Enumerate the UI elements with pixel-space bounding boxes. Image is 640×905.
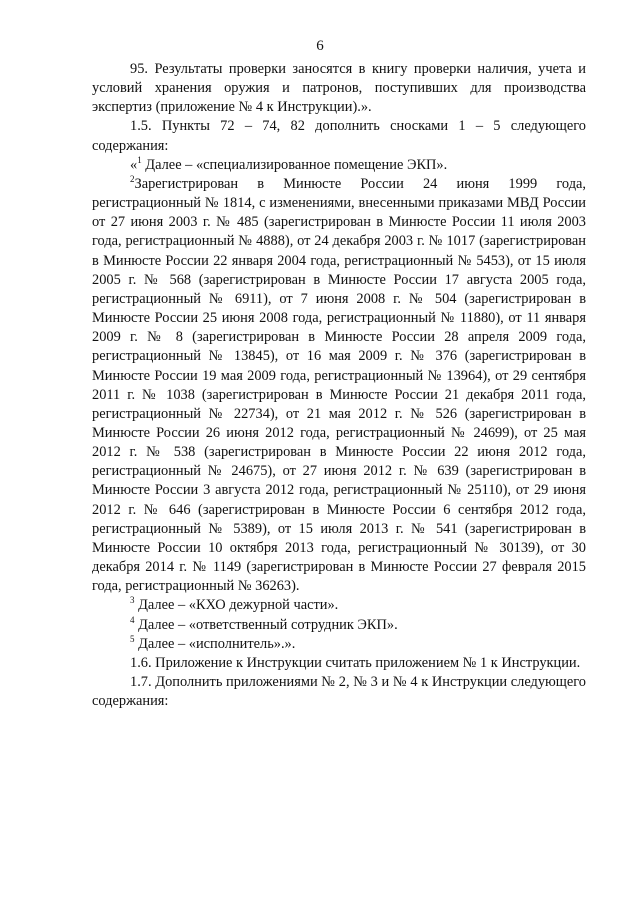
footnote-3 — [92, 596, 586, 615]
paragraph-text: 1.5. Пункты 72 – 74, 82 дополнить сносками 1 – 5 следующего содержания: — [92, 118, 586, 154]
page-number: 6 — [316, 38, 324, 54]
footnote-marker: 3 — [130, 595, 135, 606]
footnote-5 — [92, 635, 586, 654]
footnote-text: Далее – «ответственный сотрудник ЭКП». — [134, 616, 398, 633]
footnote-marker: 1 — [137, 154, 142, 165]
footnote-1 — [92, 156, 586, 175]
footnote-4 — [92, 616, 586, 635]
paragraph-text: 1.6. Приложение к Инструкции считать приложением № 1 к Инструкции. — [130, 654, 581, 671]
paragraph-item-95 — [92, 60, 586, 117]
footnote-2 — [92, 175, 586, 596]
opening-quote: « — [130, 156, 138, 173]
footnote-text: Далее – «КХО дежурной части». — [134, 597, 339, 614]
paragraph-point-1-6 — [92, 654, 586, 673]
paragraph-text: 95. Результаты проверки заносятся в книгу проверки наличия, учета и условий хранения оружия и патронов, поступивших для производства экспертиз (приложение № 4 к Инструкции).». — [92, 61, 586, 116]
footnote-marker: 4 — [130, 614, 135, 625]
footnote-text: Далее – «исполнитель».». — [134, 635, 296, 652]
footnote-text: Далее – «специализированное помещение ЭКП». — [141, 156, 448, 173]
footnote-marker: 5 — [130, 633, 135, 644]
paragraph-text: 1.7. Дополнить приложениями № 2, № 3 и № 4 к Инструкции следующего содержания: — [92, 674, 586, 710]
footnote-text: Зарегистрирован в Минюсте России 24 июня 1999 года, регистрационный № 1814, с изменениями, внесенными приказами МВД России от 27 июня 2003 г. № 485 (зарегистрирован в Минюсте России 11 июля 2003 года, регистрационный № 4888), от 24 декабря 2003 г. № 1017 (зарегистрирован в Минюсте России 22 января 2004 года, регистрационный № 5453), от 15 июля 2005 г. № 568 (зарегистрирован в Минюсте России 17 августа 2005 года, регистрационный № 6911), от 7 июня 2008 г. № 504 (зарегистрирован в Минюсте России 25 июня 2008 года, регистрационный № 11880), от 11 января 2009 г. № 8 (зарегистрирован в Минюсте России 28 апреля 2009 года, регистрационный № 13845), от 16 мая 2009 г. № 376 (зарегистрирован в Минюсте России 19 мая 2009 года, регистрационный № 13964), от 29 сентября 2011 г. № 1038 (зарегистрирован в Минюсте России 21 декабря 2011 года, регистрационный № 22734), от 21 мая 2012 г. № 526 (зарегистрирован в Минюсте России 26 июня 2012 года, регистрационный № 24699), от 25 мая 2012 г. № 538 (зарегистрирован в Минюсте России 22 июня 2012 года, регистрационный № 24675), от 27 июня 2012 г. № 639 (зарегистрирован в Минюсте России 3 августа 2012 года, регистрационный № 25110), от 29 июня 2012 г. № 646 (зарегистрирован в Минюсте России 6 сентября 2012 года, регистрационный № 5389), от 15 июля 2013 г. № 541 (зарегистрирован в Минюсте России 10 октября 2013 года, регистрационный № 30139), от 30 декабря 2014 г. № 1149 (зарегистрирован в Минюсте России 27 февраля 2015 года, регистрационный № 36263). — [92, 175, 586, 595]
paragraph-point-1-5 — [92, 117, 586, 155]
footnote-marker: 2 — [130, 174, 135, 185]
document-body — [92, 60, 586, 711]
paragraph-point-1-7 — [92, 673, 586, 711]
